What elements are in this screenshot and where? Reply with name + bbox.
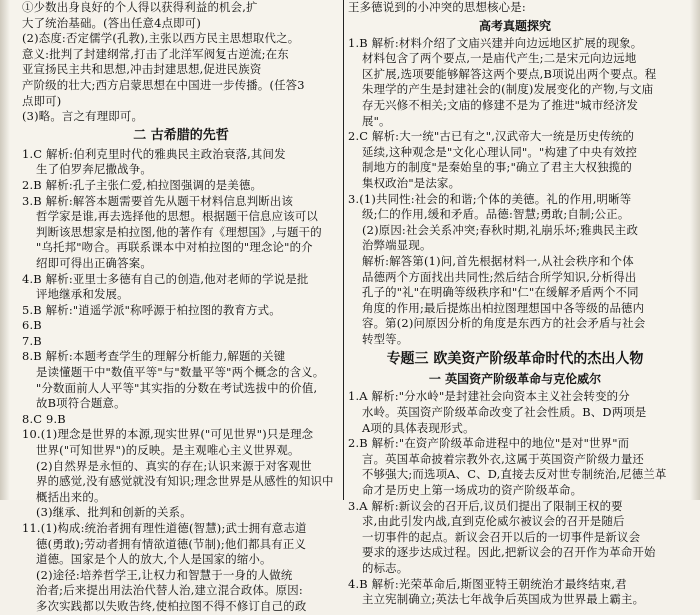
answer-line: 绍即可得出正确答案。 [36, 255, 152, 270]
answer-line: 材料包含了两个要点,一是庙代产生;二是宋元向边远地 [362, 51, 637, 66]
subsection-title: 一 英国资产阶级革命与克伦威尔 [428, 372, 602, 387]
answer-line: 6.B [22, 318, 42, 333]
answer-line: 哲学家是谁,再去选择他的思想。根据题干信息应该可以 [36, 209, 318, 224]
answer-line: 德(勇敢);劳动者拥有情欲道德(节制);他们都具有正义 [36, 536, 307, 551]
answer-line: 要求的逐步达成过程。因此,把新议会的召开作为革命开始 [362, 545, 656, 560]
answer-line: 8.C 9.B [22, 411, 66, 426]
answer-line: 朱理学的产生是封建社会的(制度)发展变化的产物,与文庙 [362, 82, 654, 97]
answer-line: 品德两个方面找出共同性;然后结合所学知识,分析得出 [362, 269, 637, 284]
answer-line: 3.B 解析:解答本题需要首先从题干材料信息判断出该 [22, 193, 294, 208]
text-line: 点即可) [22, 93, 62, 108]
answer-line: 界的感觉,没有感觉就没有知识;理念世界是从感性的知识中 [36, 474, 334, 489]
answer-line: 多次实践都以失败告终,使柏拉图不得不修订自己的政 [36, 598, 307, 613]
page-left-edge [0, 0, 10, 500]
text-line: 大了统治基础。(答出任意4点即可) [22, 15, 202, 30]
text-line: ①少数出身良好的个人得以获得利益的机会,扩 [22, 0, 258, 14]
topic-title: 专题三 欧美资产阶级革命时代的杰出人物 [386, 351, 644, 368]
left-column [22, 0, 340, 613]
answer-line: 集权政治"是法家。 [362, 175, 461, 190]
text-line: (2)态度:否定儒学(孔教),主张以西方民主思想取代之。 [22, 31, 300, 46]
answer-line: 主立宪制确立;英法七年战争后英国成为世界最上霸主。 [362, 592, 645, 607]
answer-line: 治弊端显现。 [362, 238, 432, 253]
answer-line: 3.A 解析:新议会的召开后,议员们提出了限制王权的要 [348, 498, 623, 513]
answer-line: "乌托邦"吻合。再联系课本中对柏拉图的"理念论"的介 [36, 240, 313, 255]
answer-line: 道德。国家是个人的放大,个人是国家的缩小。 [36, 552, 272, 567]
answer-line: 一切事件的起点。新议会召开以后的一切事件是新议会 [362, 529, 641, 544]
answer-line: 2.B 解析:"在资产阶级革命进程中的地位"是对"世界"而 [348, 436, 630, 451]
answer-line: 4.B 解析:光荣革命后,斯图亚特王朝统治才最终结束,君 [348, 576, 627, 591]
answer-line: 故B项符合题意。 [36, 396, 126, 411]
answer-line: 评地继承和发展。 [36, 287, 129, 302]
answer-line: 延续,这种观念是"文化心理认同"。"构建了中央有效控 [362, 144, 638, 159]
answer-line: 概括出来的。 [36, 489, 106, 504]
text-line: 王多德说到的小冲突的思想核心是: [348, 0, 526, 14]
answer-line: 言。英国革命披着宗教外衣,这属于英国资产阶级力量还 [362, 451, 644, 466]
answer-line: 解析:解答第(1)问,首先根据材料一,从社会秩序和个体 [362, 253, 634, 268]
answer-line: 展"。 [362, 113, 391, 128]
answer-line: 存无兴修不相关;文庙的修建不是为了推进"城市经济发 [362, 97, 639, 112]
right-column [348, 0, 682, 607]
answer-line: (2)原因:社会关系冲突;春秋时期,礼崩乐坏;雅典民主政 [362, 222, 639, 237]
answer-line: (3)继承、批判和创新的关系。 [36, 505, 192, 520]
answer-line: 转型等。 [362, 331, 409, 346]
answer-line: 4.B 解析:亚里士多德有自己的创造,他对老师的学说是批 [22, 271, 309, 286]
answer-line: 区扩展,选项要能够解答这两个要点,B项说出两个要点。程 [362, 66, 657, 81]
answer-line: 7.B [22, 333, 42, 348]
answer-line: 生了伯罗奔尼撒战争。 [36, 162, 152, 177]
answer-line: 8.B 解析:本题考查学生的理解分析能力,解题的关键 [22, 349, 286, 364]
answer-line: (2)途径:培养哲学王,让权力和智慧于一身的人做统 [36, 567, 293, 582]
text-line: 亚宣扬民主共和思想,冲击封建思想,促进民族资 [22, 62, 262, 77]
answer-line: 命才是历史上第一场成功的资产阶级革命。 [362, 483, 583, 498]
column-divider [343, 0, 344, 500]
answer-line: 5.B 解析:"逍遥学派"称呼源于柏拉图的教育方式。 [22, 302, 281, 317]
answer-line: 治者;后来提出用法治代替人治,建立混合政体。原因: [36, 583, 303, 598]
text-line: 意义:批判了封建纲常,打击了北洋军阀复古逆流;在东 [22, 46, 289, 61]
answer-line: 是读懂题干中"数值平等"与"数量平等"两个概念的含义。 [36, 365, 325, 380]
answer-line: 1.B 解析:材料介绍了文庙兴建并向边远地区扩展的现象。 [348, 35, 643, 50]
answer-line: 孔子的"礼"在明确等级秩序和"仁"在缓解矛盾两个不同 [362, 285, 639, 300]
answer-line: 2.B 解析:孔子主张仁爱,柏拉图强调的是美德。 [22, 177, 263, 192]
answer-line: 世界("可知世界")的反映。是主观唯心主义世界观。 [36, 443, 300, 458]
answer-line: 求,由此引发内战,直到克伦威尔被议会的召开是随后 [362, 514, 625, 529]
text-line: (3)略。言之有理即可。 [22, 109, 144, 124]
section-title: 二 古希腊的先哲 [133, 127, 229, 143]
answer-line: 制地方的制度"是秦始皇的事;"确立了君主大权独揽的 [362, 160, 632, 175]
answer-line: 判断该思想家是柏拉图,他的著作有《理想国》,与题干的 [36, 224, 322, 239]
answer-line: 水岭。英国资产阶级革命改变了社会性质。B、D两项是 [362, 405, 647, 420]
answer-line: 10.(1)理念是世界的本源,现实世界("可见世界")只是理念 [22, 427, 314, 442]
answer-line: 3.(1)共同性:社会的和谐;个体的美德。礼的作用,明晰等 [348, 191, 632, 206]
answer-line: 1.A 解析:"分水岭"是封建社会向资本主义社会转变的分 [348, 389, 630, 404]
text-line: 产阶级的壮大;西方启蒙思想在中国进一步传播。(任答3 [22, 77, 305, 92]
answer-line: "分数面前人人平等"其实指的分数在考试选拔中的价值, [36, 380, 318, 395]
answer-line: 级;仁的作用,缓和矛盾。品德:智慧;勇敢;自制;公正。 [362, 207, 630, 222]
answer-line: A项的具体表现形式。 [362, 420, 475, 435]
answer-line: 容。第(2)问原因分析的角度是东西方的社会矛盾与社会 [362, 316, 646, 331]
page-right-edge [690, 0, 700, 500]
answer-line: 不够强大;而选项A、C、D,直接去反对世专制统治,尼德兰革 [362, 467, 667, 482]
answer-line: 角度的作用;最后提炼出柏拉图理想国中各等级的品德内 [362, 300, 645, 315]
answer-line: 11.(1)构成:统治者拥有理性道德(智慧);武士拥有意志道 [22, 521, 307, 535]
answer-line: (2)自然界是永恒的、真实的存在;认识来源于对客观世 [36, 458, 312, 473]
section-title: 高考真题探究 [478, 18, 551, 33]
answer-line: 的标志。 [362, 561, 409, 575]
answer-line: 1.C 解析:伯利克里时代的雅典民主政治衰落,其间发 [22, 146, 286, 161]
answer-line: 2.C 解析:大一统"古已有之",汉武帝大一统是历史传统的 [348, 129, 635, 144]
